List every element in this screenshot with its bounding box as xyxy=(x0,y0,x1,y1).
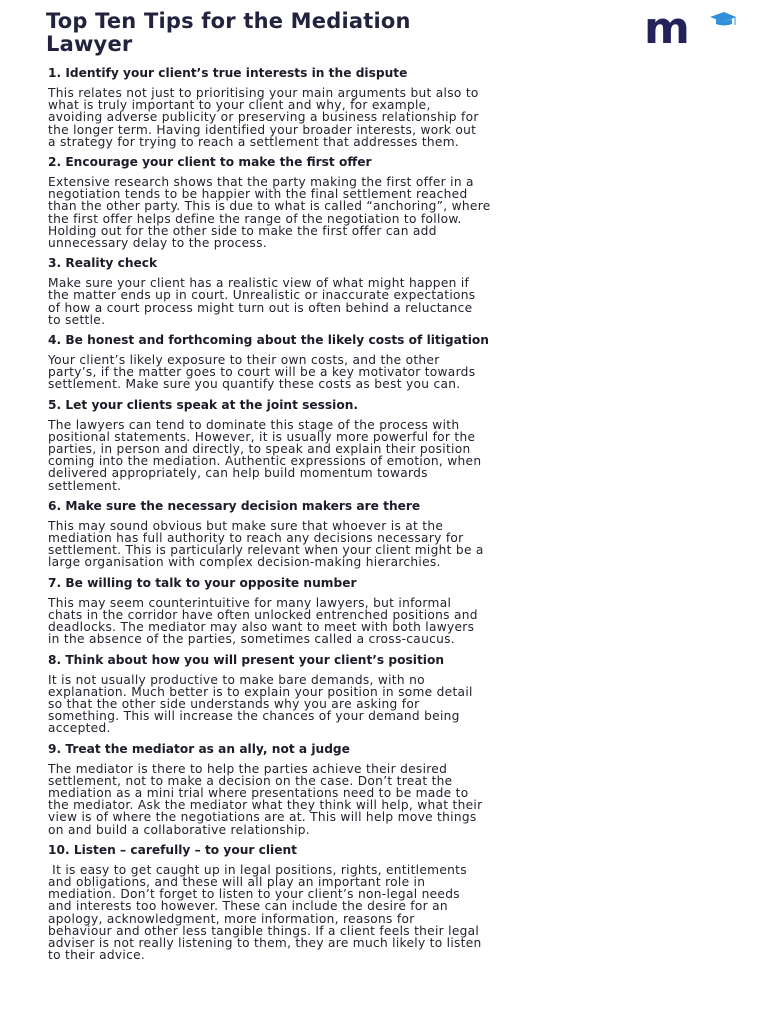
title-line-1: Top Ten Tips for the Mediation xyxy=(46,9,411,33)
tip-body xyxy=(48,674,732,735)
tip-body-line: parties, in person and directly, to speak and explain their position xyxy=(48,442,471,457)
tip-body xyxy=(48,597,732,646)
tip-body-line: Holding out for the other side to make the first offer can add xyxy=(48,223,437,238)
tip-body-line: negotiation tends to be happier with the final settlement reached xyxy=(48,187,468,202)
tip-section xyxy=(48,499,732,569)
tip-body-line: delivered appropriately, can help build momentum towards xyxy=(48,466,428,481)
tip-body xyxy=(48,277,732,326)
graduation-cap-icon xyxy=(710,12,736,26)
logo-letter: m xyxy=(644,12,690,46)
tip-body-line: the mediator. Ask the mediator what they think will help, what their xyxy=(48,798,483,813)
tip-section xyxy=(48,653,732,735)
tips-list xyxy=(48,66,732,968)
brand-logo xyxy=(644,12,736,46)
tip-body-line: view is of where the negotiations are at. This will help move things xyxy=(48,810,477,825)
tip-heading: 1. Identify your client’s true interests in the dispute xyxy=(48,66,408,80)
tip-body-line: deadlocks. The mediator may also want to meet with both lawyers xyxy=(48,620,475,635)
tip-body-line: and interests too however. These can include the desire for an xyxy=(48,899,448,914)
tip-body-line: positional statements. However, it is usually more powerful for the xyxy=(48,429,476,444)
tip-body-line: on and build a collaborative relationship. xyxy=(48,822,310,837)
tip-body-line: party’s, if the matter goes to court will be a key motivator towards xyxy=(48,365,476,380)
tip-body-line: chats in the corridor have often unlocked entrenched positions and xyxy=(48,607,478,622)
tip-body-line: behaviour and other less tangible things. If a client feels their legal xyxy=(48,923,480,938)
tip-body-line: something. This will increase the chances of your demand being xyxy=(48,709,460,724)
tip-heading: 5. Let your clients speak at the joint session. xyxy=(48,397,359,412)
tip-body-line: to settle. xyxy=(48,312,106,327)
tip-body xyxy=(48,419,732,492)
tip-body-line: settlement, not to make a decision on the case. Don’t treat the xyxy=(48,773,453,788)
tip-section xyxy=(48,155,732,249)
tip-body-line: coming into the mediation. Authentic expressions of emotion, when xyxy=(48,454,482,469)
tip-body-line: unnecessary delay to the process. xyxy=(48,236,267,251)
tip-body-line: settlement. xyxy=(48,478,122,493)
tip-body-line: adviser is not really listening to them, they are much likely to listen xyxy=(48,935,482,950)
page-title xyxy=(46,10,626,56)
tip-heading: 8. Think about how you will present your client’s position xyxy=(48,652,445,667)
tip-body-line: to their advice. xyxy=(48,948,146,963)
tip-body-line: large organisation with complex decision-making hierarchies. xyxy=(48,555,441,570)
tip-body xyxy=(48,354,732,391)
tip-section xyxy=(48,576,732,646)
tip-section xyxy=(48,398,732,492)
tip-section xyxy=(48,742,732,836)
tip-heading: 4. Be honest and forthcoming about the likely costs of litigation xyxy=(48,333,489,348)
tip-body-line: a strategy for trying to reach a settlement that addresses them. xyxy=(48,134,460,149)
tip-body-line: This relates not just to prioritising your main arguments but also to xyxy=(48,86,479,100)
tip-body-line: It is easy to get caught up in legal positions, rights, entitlements xyxy=(48,862,467,877)
tip-heading: 10. Listen – carefully – to your client xyxy=(48,842,297,857)
tip-body-line: the first offer helps define the range of the negotiation to follow. xyxy=(48,211,462,226)
tip-body-line: mediation. Don’t forget to listen to your client’s non-legal needs xyxy=(48,887,460,902)
tip-body-line: mediation has full authority to reach any decisions necessary for xyxy=(48,531,464,546)
tip-body-line: explanation. Much better is to explain your position in some detail xyxy=(48,684,473,699)
tip-heading: 7. Be willing to talk to your opposite number xyxy=(48,575,357,590)
tip-body-line: This may seem counterintuitive for many lawyers, but informal xyxy=(48,595,452,610)
tip-body-line: so that the other side understands why you are asking for xyxy=(48,696,420,711)
tip-body xyxy=(48,520,732,569)
tip-body-line: Extensive research shows that the party making the first offer in a xyxy=(48,175,474,190)
tip-body xyxy=(48,176,732,249)
tip-body-line: settlement. Make sure you quantify these costs as best you can. xyxy=(48,377,461,392)
tip-heading: 9. Treat the mediator as an ally, not a judge xyxy=(48,741,350,756)
tip-body xyxy=(48,87,732,148)
tip-body-line: in the absence of the parties, sometimes called a cross-caucus. xyxy=(48,632,455,647)
tip-heading: 3. Reality check xyxy=(48,256,158,271)
tip-body xyxy=(48,763,732,836)
tip-body-line: settlement. This is particularly relevant when your client might be a xyxy=(48,543,484,558)
tip-body-line: of how a court process might turn out is often behind a reluctance xyxy=(48,300,473,315)
tip-body-line: than the other party. This is due to what is called “anchoring”, where xyxy=(48,199,491,214)
tip-heading: 6. Make sure the necessary decision makers are there xyxy=(48,498,421,513)
tip-body-line: the longer term. Having identified your broader interests, work out xyxy=(48,122,477,137)
tip-body xyxy=(48,864,732,962)
tip-body-line: The lawyers can tend to dominate this stage of the process with xyxy=(48,417,460,432)
tip-section xyxy=(48,333,732,391)
tip-body-line: Make sure your client has a realistic view of what might happen if xyxy=(48,276,470,291)
tip-body-line: mediation as a mini trial where presentations need to be made to xyxy=(48,785,469,800)
tip-section xyxy=(48,843,732,962)
tip-body-line: avoiding adverse publicity or preserving a business relationship for xyxy=(48,110,479,125)
tip-heading: 2. Encourage your client to make the first offer xyxy=(48,155,372,170)
title-line-2: Lawyer xyxy=(46,32,133,56)
tip-body-line: what is truly important to your client and why, for example, xyxy=(48,98,431,113)
tip-section xyxy=(48,256,732,326)
tip-body-line: This may sound obvious but make sure that whoever is at the xyxy=(48,518,444,533)
tip-body-line: The mediator is there to help the parties achieve their desired xyxy=(48,761,448,776)
tip-body-line: and obligations, and these will all play an important role in xyxy=(48,874,426,889)
tip-section xyxy=(48,66,732,148)
tip-body-line: the matter ends up in court. Unrealistic or inaccurate expectations xyxy=(48,288,476,303)
tip-body-line: apology, acknowledgment, more information, reasons for xyxy=(48,911,415,926)
tip-body-line: It is not usually productive to make bare demands, with no xyxy=(48,672,425,687)
tip-body-line: Your client’s likely exposure to their own costs, and the other xyxy=(48,353,440,368)
tip-body-line: accepted. xyxy=(48,721,111,736)
